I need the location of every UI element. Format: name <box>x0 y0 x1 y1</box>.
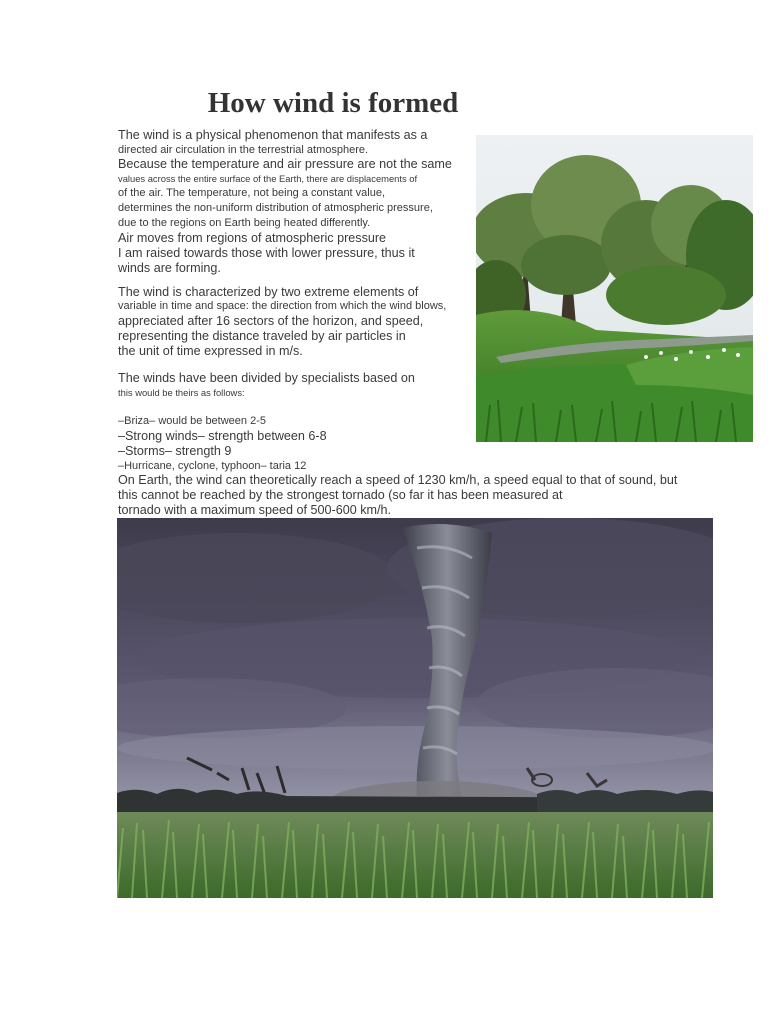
paragraph-line: representing the distance traveled by air particles in <box>118 329 406 343</box>
paragraph-line: determines the non-uniform distribution of atmospheric pressure, <box>118 202 433 214</box>
paragraph-line: this would be theirs as follows: <box>118 387 245 398</box>
list-item: –Storms– strength 9 <box>118 444 232 458</box>
paragraph-line: this cannot be reached by the strongest tornado (so far it has been measured at <box>118 488 563 502</box>
list-item: –Briza– would be between 2-5 <box>118 415 266 427</box>
paragraph-line: winds are forming. <box>118 261 221 275</box>
paragraph-line: The winds have been divided by specialists based on <box>118 371 415 385</box>
paragraph-line: On Earth, the wind can theoretically reach a speed of 1230 km/h, a speed equal to that of sound, but <box>118 473 678 487</box>
trees-photo <box>476 135 753 442</box>
paragraph-line: I am raised towards those with lower pressure, thus it <box>118 246 415 260</box>
paragraph-line: values across the entire surface of the Earth, there are displacements of <box>118 173 418 184</box>
tornado-photo <box>117 518 713 898</box>
paragraph-line: variable in time and space: the direction from which the wind blows, <box>118 300 447 312</box>
paragraph-line: The wind is characterized by two extreme elements of <box>118 285 419 299</box>
paragraph-line: the unit of time expressed in m/s. <box>118 344 303 358</box>
paragraph-line: of the air. The temperature, not being a constant value, <box>118 187 386 199</box>
paragraph-line: The wind is a physical phenomenon that manifests as a <box>118 128 428 142</box>
paragraph-line: Air moves from regions of atmospheric pressure <box>118 231 387 245</box>
paragraph-line: directed air circulation in the terrestrial atmosphere. <box>118 144 369 156</box>
list-item: –Hurricane, cyclone, typhoon– taria 12 <box>118 460 307 472</box>
page-title: How wind is formed <box>207 87 459 119</box>
list-item: –Strong winds– strength between 6-8 <box>118 429 327 443</box>
paragraph-line: appreciated after 16 sectors of the horizon, and speed, <box>118 314 424 328</box>
paragraph-line: tornado with a maximum speed of 500-600 km/h. <box>118 503 392 517</box>
paragraph-line: due to the regions on Earth being heated differently. <box>118 217 371 229</box>
paragraph-line: Because the temperature and air pressure are not the same <box>118 157 452 171</box>
